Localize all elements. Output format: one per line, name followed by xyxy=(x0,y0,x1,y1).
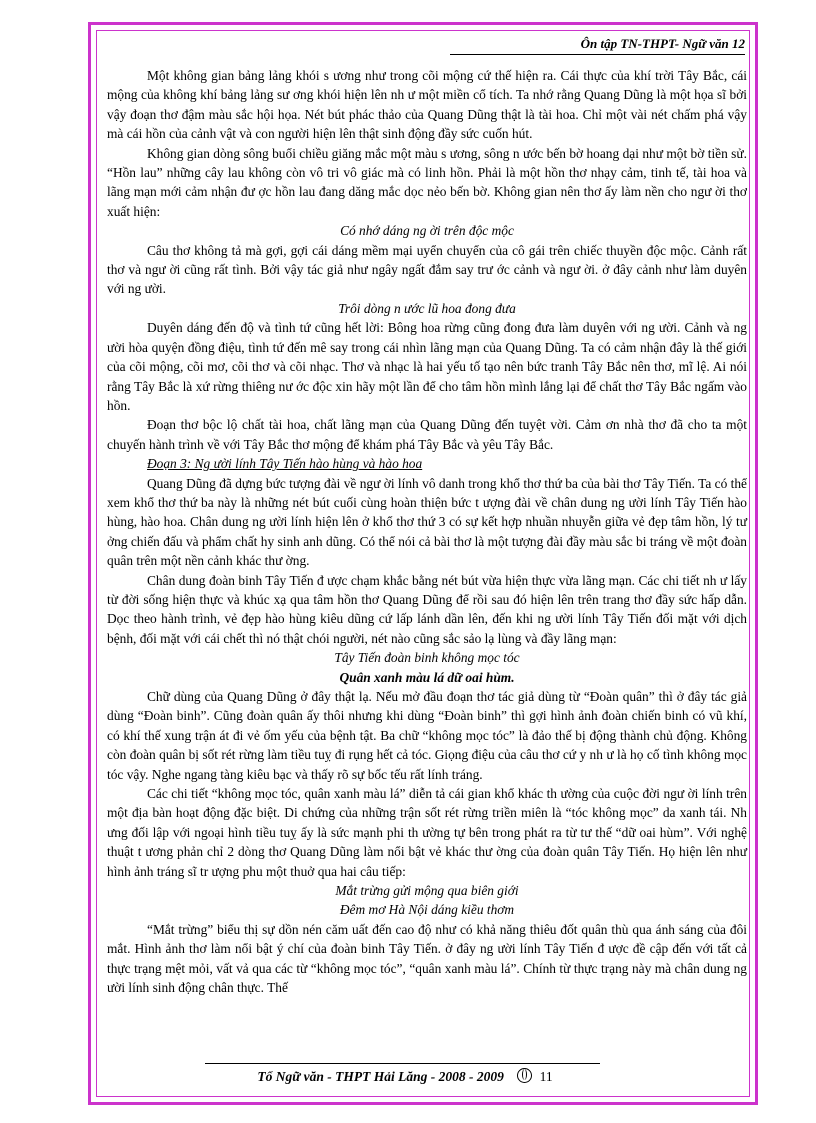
poem-line: Đêm mơ Hà Nội dáng kiều thơm xyxy=(339,902,515,918)
page-header-title: Ôn tập TN-THPT- Ngữ văn 12 xyxy=(580,36,745,51)
poem-line: Trôi dòng n ước lũ hoa đong đưa xyxy=(338,300,516,316)
paragraph: Chữ dùng của Quang Dũng ở đây thật lạ. Nếu mở đầu đoạn thơ tác giả dùng từ “Đoàn quân” thì ở đây tác giả dùng “Đoàn binh”. Cũng đoàn quân ấy thôi nhưng khi dùng “Đoàn binh” thì gợi hình ảnh đoàn chiến binh có vũ khí, có khí thế xung trận át đi vẻ ốm yếu của bệnh tật. Ba chữ “không mọc tóc” là đảo thế bị động thành chủ động. Không còn đoàn quân bị sốt rét rừng làm tiều tuỵ đi rụng hết cả tóc. Giọng điệu của câu thơ cứ y nh ư là họ cố tình không mọc tóc vậy. Nghe ngang tàng kiêu bạc và thấy rõ sự bốc tếu rất lính tráng. xyxy=(107,689,747,782)
poem-line: Mắt trừng gửi mộng qua biên giới xyxy=(335,883,519,899)
page-footer xyxy=(195,1068,615,1085)
paragraph: Duyên dáng đến độ và tình tứ cũng hết lời: Bông hoa rừng cũng đong đưa làm duyên với ng ười. Cảnh và ng ười hòa quyện đồng điệu, tình tứ đến mê say trong cái nhìn lãng mạn của Quang Dũng. Ta có cảm nhận đây là thế giới của cõi mộng, cõi mơ, cõi thơ và cõi nhạc. Thơ và nhạc là hai yếu tố tạo nên bức tranh Tây Bắc nên thơ, mĩ lệ. Ai nói rằng Tây Bắc là xứ rừng thiêng nư ớc độc xin hãy một lần để cho tâm hồn mình lắng lại để chất thơ Tây Bắc ngấm vào hồn. xyxy=(107,320,747,413)
document-body xyxy=(107,66,747,998)
paragraph: “Mắt trừng” biểu thị sự dồn nén căm uất đến cao độ như có khả năng thiêu đốt quân thù qua ánh sáng của đôi mắt. Hình ảnh thơ làm nổi bật ý chí của đoàn binh Tây Tiến. ở đây ng ười lính Tây Tiến đ ược đề cập đến với tất cả thực trạng mệt mỏi, vất vả qua các từ “không mọc tóc”, “quân xanh màu lá”. Chính từ thực trạng này mà chân dung ng ười lính sinh động chân thực. Thế xyxy=(107,921,747,996)
section-heading: Đoạn 3: Ng ười lính Tây Tiến hào hùng và hào hoa xyxy=(147,456,423,472)
footer-divider xyxy=(205,1063,600,1064)
poem-line: Có nhớ dáng ng ời trên độc mộc xyxy=(340,223,514,239)
page-number: 11 xyxy=(539,1069,553,1084)
paragraph: Các chi tiết “không mọc tóc, quân xanh màu lá” diễn tả cái gian khổ khác th ường của cuộc đời ngư ời lính trên một địa bàn hoạt động đặc biệt. Di chứng của những trận sốt rét rừng triền miên là “tóc không mọc” da xanh tái. Nh ưng đối lập với ngoại hình tiều tuỵ ấy là sức mạnh phi th ường tự bên trong phát ra từ tư thế “dữ oai hùm”. Với nghệ thuật t ương phản chỉ 2 dòng thơ Quang Dũng làm nổi bật vẻ khác thư ờng của đoàn quân Tây Tiến. Họ hiện lên như hình ảnh tráng sĩ tr ượng phu một thuở qua hai câu tiếp: xyxy=(107,786,747,879)
globe-icon xyxy=(517,1068,532,1083)
paragraph: Quang Dũng đã dựng bức tượng đài về ngư ời lính vô danh trong khổ thơ thứ ba của bài thơ Tây Tiến. Ta có thể xem khổ thơ thứ ba này là những nét bút cuối cùng hoàn thiện bức t ượng đài về chân dung ng ười lính Tây Tiến hào hùng, hào hoa. Chân dung ng ười lính hiện lên ở khổ thơ thứ 3 có sự kết hợp nhuần nhuyễn giữa vẻ đẹp tâm hồn, lý tư ởng chiến đấu và phẩm chất hy sinh anh dũng. Có thể nói cả bài thơ là một tượng đài đầy màu sắc bi tráng về một đoàn quân trên một nền cảnh khác thư ờng. xyxy=(107,475,747,569)
paragraph: Không gian dòng sông buổi chiều giăng mắc một màu s ương, sông n ước bến bờ hoang dại như một bờ tiền sử. “Hồn lau” những cây lau không còn vô tri vô giác mà có linh hồn. Phải là một hồn thơ nhạy cảm, tinh tế, tài hoa và lãng mạn mới cảm nhận đư ợc hồn lau đang dăng mắc dọc nẻo bến bờ. Không gian nên thơ ấy làm nền cho ngư ời thơ xuất hiện: xyxy=(107,145,747,219)
paragraph: Chân dung đoàn binh Tây Tiến đ ược chạm khắc bằng nét bút vừa hiện thực vừa lãng mạn. Các chi tiết nh ư lấy từ đời sống hiện thực và khúc xạ qua tâm hồn thơ Quang Dũng để rồi sau đó hiện lên trên trang thơ đầy sức hấp dẫn. Dọc theo hành trình, vẻ đẹp hào hùng kiêu dũng cứ lấp lánh dần lên, đến khi ng ười lính Tây Tiến đối mặt với dịch bệnh, đối mặt với cái chết thì nó thật chói người, nét nào cũng sắc sảo lạ lùng và đầy lãng mạn: xyxy=(107,572,747,646)
header-divider xyxy=(450,54,745,55)
poem-line: Quân xanh màu lá dữ oai hùm. xyxy=(339,669,515,685)
poem-line: Tây Tiến đoàn binh không mọc tóc xyxy=(334,650,520,666)
paragraph: Câu thơ không tả mà gợi, gợi cái dáng mềm mại uyển chuyển của cô gái trên chiếc thuyền độc mộc. Cảnh rất thơ và ngư ời cũng rất tình. Bởi vậy tác giả như ngây ngất đắm say trư ớc cảnh và ngư ời. ở đây cảnh như làm duyên với ng ười. xyxy=(107,242,747,297)
paragraph: Đoạn thơ bộc lộ chất tài hoa, chất lãng mạn của Quang Dũng đến tuyệt vời. Cảm ơn nhà thơ đã cho ta một chuyến hành trình về với Tây Bắc thơ mộng để khám phá Tây Bắc và yêu Tây Bắc. xyxy=(107,417,747,452)
footer-text: Tổ Ngữ văn - THPT Hải Lăng - 2008 - 2009 xyxy=(257,1069,504,1084)
paragraph: Một không gian bảng lảng khói s ương như trong cõi mộng cứ thế hiện ra. Cái thực của khí trời Tây Bắc, cái mộng của không khí bảng lảng sư ơng khói hiện lên nh ư một miền cổ tích. Ta nhớ rằng Quang Dũng là một họa sĩ bởi vậy đoạn thơ đậm màu sắc hội họa. Nét bút phác thảo của Quang Dũng thật là tài hoa. Chỉ một vài nét chấm phá vậy mà cái hồn của cảnh vật và con người hiện lên thật sinh động đầy sức cuốn hút. xyxy=(107,68,747,142)
